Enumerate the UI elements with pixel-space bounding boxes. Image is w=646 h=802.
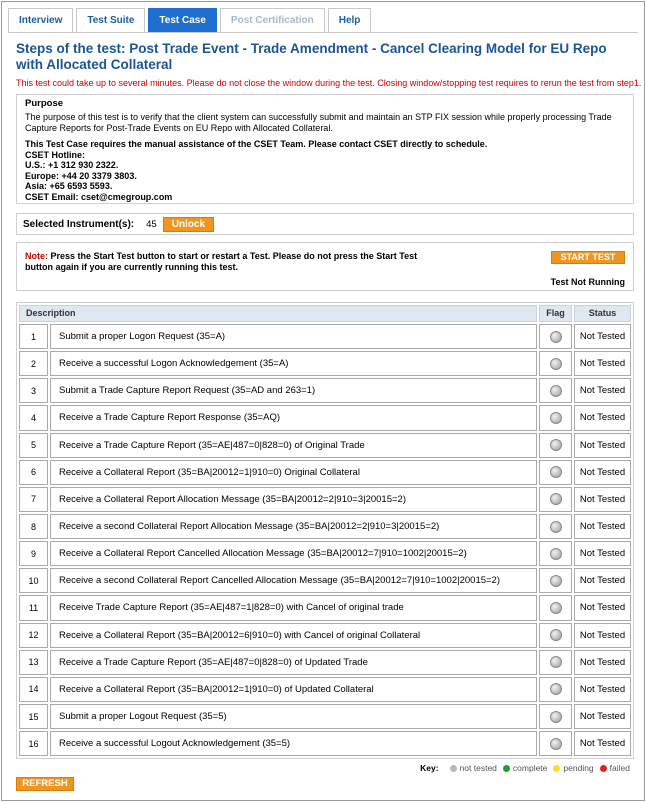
step-status: Not Tested [574, 623, 631, 648]
table-row [19, 324, 631, 349]
step-status: Not Tested [574, 351, 631, 376]
step-number: 4 [19, 405, 48, 430]
header-flag: Flag [539, 305, 572, 322]
flag-cell [539, 731, 572, 756]
status-dot-icon [550, 656, 562, 668]
step-status: Not Tested [574, 541, 631, 566]
flag-cell [539, 704, 572, 729]
step-number: 14 [19, 677, 48, 702]
table-row [19, 514, 631, 539]
yellow-dot-icon [553, 765, 560, 772]
status-dot-icon [550, 602, 562, 614]
step-description: Receive a Collateral Report (35=BA|20012=1|910=0) of Updated Collateral [50, 677, 537, 702]
key-item-complete [503, 763, 548, 773]
key-item-label: complete [512, 763, 548, 773]
instrument-panel [16, 213, 634, 235]
test-run-status: Test Not Running [550, 277, 625, 287]
step-status: Not Tested [574, 650, 631, 675]
step-status: Not Tested [574, 405, 631, 430]
tab-help[interactable]: Help [328, 8, 372, 32]
step-description: Submit a proper Logout Request (35=5) [50, 704, 537, 729]
flag-cell [539, 351, 572, 376]
step-description: Receive a second Collateral Report Allocation Message (35=BA|20012=2|910=3|20015=2) [50, 514, 537, 539]
page-title: Steps of the test: Post Trade Event - Trade Amendment - Cancel Clearing Model for EU Repo with Allocated Collateral [16, 41, 607, 72]
key-item-label: not tested [459, 763, 497, 773]
test-case-window [1, 1, 645, 801]
step-number: 12 [19, 623, 48, 648]
table-row [19, 568, 631, 593]
table-row [19, 704, 631, 729]
table-row [19, 731, 631, 756]
step-number: 13 [19, 650, 48, 675]
key-item-label: failed [609, 763, 630, 773]
step-description: Receive a Trade Capture Report (35=AE|487=0|828=0) of Updated Trade [50, 650, 537, 675]
step-status: Not Tested [574, 324, 631, 349]
purpose-panel [16, 94, 634, 204]
step-description: Receive a Collateral Report (35=BA|20012=6|910=0) with Cancel of original Collateral [50, 623, 537, 648]
flag-cell [539, 487, 572, 512]
step-number: 15 [19, 704, 48, 729]
table-row [19, 623, 631, 648]
status-key [420, 763, 630, 773]
step-number: 2 [19, 351, 48, 376]
step-number: 6 [19, 460, 48, 485]
step-number: 11 [19, 595, 48, 620]
table-row [19, 351, 631, 376]
table-row [19, 487, 631, 512]
status-dot-icon [550, 439, 562, 451]
step-status: Not Tested [574, 704, 631, 729]
status-dot-icon [550, 738, 562, 750]
status-dot-icon [550, 493, 562, 505]
step-description: Receive a Collateral Report Cancelled Allocation Message (35=BA|20012=7|910=1002|20015=2) [50, 541, 537, 566]
start-test-panel [16, 242, 634, 291]
green-dot-icon [503, 765, 510, 772]
status-dot-icon [550, 466, 562, 478]
tab-test-suite[interactable]: Test Suite [76, 8, 145, 32]
table-row [19, 405, 631, 430]
status-dot-icon [550, 331, 562, 343]
flag-cell [539, 623, 572, 648]
table-row [19, 433, 631, 458]
header-status: Status [574, 305, 631, 322]
step-number: 16 [19, 731, 48, 756]
hotline-asia: Asia: +65 6593 5593. [25, 181, 113, 191]
instrument-count: 45 [146, 218, 157, 230]
step-description: Receive a Trade Capture Report (35=AE|487=0|828=0) of Original Trade [50, 433, 537, 458]
key-item-not-tested [450, 763, 497, 773]
header-description: Description [19, 305, 537, 322]
step-status: Not Tested [574, 433, 631, 458]
tab-divider [8, 32, 638, 33]
step-status: Not Tested [574, 731, 631, 756]
warning-message: This test could take up to several minutes. Please do not close the window during the test. Closing window/stopping test requires to rerun the test from step1. [16, 78, 642, 88]
step-description: Receive a Collateral Report Allocation Message (35=BA|20012=2|910=3|20015=2) [50, 487, 537, 512]
step-description: Receive a Collateral Report (35=BA|20012=1|910=0) Original Collateral [50, 460, 537, 485]
status-dot-icon [550, 711, 562, 723]
step-description: Submit a proper Logon Request (35=A) [50, 324, 537, 349]
flag-cell [539, 405, 572, 430]
flag-cell [539, 460, 572, 485]
step-status: Not Tested [574, 677, 631, 702]
unlock-button[interactable]: Unlock [163, 217, 214, 232]
step-status: Not Tested [574, 487, 631, 512]
status-dot-icon [550, 385, 562, 397]
step-description: Submit a Trade Capture Report Request (35=AD and 263=1) [50, 378, 537, 403]
step-status: Not Tested [574, 378, 631, 403]
step-number: 1 [19, 324, 48, 349]
flag-cell [539, 541, 572, 566]
status-dot-icon [550, 412, 562, 424]
flag-cell [539, 595, 572, 620]
step-description: Receive a second Collateral Report Cancelled Allocation Message (35=BA|20012=7|910=1002|20015=2) [50, 568, 537, 593]
status-dot-icon [550, 575, 562, 587]
flag-cell [539, 378, 572, 403]
flag-cell [539, 650, 572, 675]
hotline-label: CSET Hotline: [25, 149, 85, 160]
assistance-text: This Test Case requires the manual assistance of the CSET Team. Please contact CSET directly to schedule. [25, 139, 488, 149]
start-test-button[interactable]: START TEST [551, 251, 625, 264]
flag-cell [539, 324, 572, 349]
flag-cell [539, 433, 572, 458]
tab-interview[interactable]: Interview [8, 8, 73, 32]
test-steps-table [16, 302, 634, 759]
tab-post-certification: Post Certification [220, 8, 325, 32]
step-number: 5 [19, 433, 48, 458]
table-row [19, 650, 631, 675]
step-number: 7 [19, 487, 48, 512]
key-item-pending [553, 763, 593, 773]
table-body [19, 324, 631, 756]
cset-email: CSET Email: cset@cmegroup.com [25, 191, 173, 202]
tab-bar [8, 8, 371, 32]
note-body: Press the Start Test button to start or restart a Test. Please do not press the Start Test button again if you are currently running this test. [25, 251, 418, 272]
purpose-text: The purpose of this test is to verify that the client system can successfully submit and maintain an STP FIX session while properly processing Trade Capture Reports for Post-Trade Events on EU Repo with Allocated Collateral. [25, 112, 612, 133]
note-label: Note: [25, 251, 48, 261]
red-dot-icon [600, 765, 607, 772]
note-text [25, 251, 445, 273]
purpose-heading: Purpose [25, 98, 64, 109]
hotline-us: U.S.: +1 312 930 2322. [25, 160, 119, 170]
key-label: Key: [420, 763, 439, 773]
key-item-label: pending [563, 763, 594, 773]
step-status: Not Tested [574, 595, 631, 620]
step-description: Receive Trade Capture Report (35=AE|487=1|828=0) with Cancel of original trade [50, 595, 537, 620]
step-status: Not Tested [574, 514, 631, 539]
status-dot-icon [550, 683, 562, 695]
step-description: Receive a Trade Capture Report Response (35=AQ) [50, 405, 537, 430]
table-row [19, 541, 631, 566]
table-row [19, 460, 631, 485]
step-description: Receive a successful Logon Acknowledgement (35=A) [50, 351, 537, 376]
flag-cell [539, 568, 572, 593]
status-dot-icon [550, 548, 562, 560]
flag-cell [539, 514, 572, 539]
status-dot-icon [550, 358, 562, 370]
status-dot-icon [550, 521, 562, 533]
step-status: Not Tested [574, 568, 631, 593]
instrument-label: Selected Instrument(s): [23, 218, 135, 230]
step-number: 10 [19, 568, 48, 593]
step-status: Not Tested [574, 460, 631, 485]
step-description: Receive a successful Logout Acknowledgement (35=5) [50, 731, 537, 756]
table-header [19, 305, 631, 322]
step-number: 9 [19, 541, 48, 566]
gray-dot-icon [450, 765, 457, 772]
tab-test-case[interactable]: Test Case [148, 8, 217, 32]
status-dot-icon [550, 629, 562, 641]
key-item-failed [600, 763, 630, 773]
table-row [19, 378, 631, 403]
flag-cell [539, 677, 572, 702]
table-row [19, 595, 631, 620]
refresh-button[interactable]: REFRESH [16, 777, 74, 791]
step-number: 3 [19, 378, 48, 403]
hotline-europe: Europe: +44 20 3379 3803. [25, 170, 137, 181]
table-row [19, 677, 631, 702]
step-number: 8 [19, 514, 48, 539]
